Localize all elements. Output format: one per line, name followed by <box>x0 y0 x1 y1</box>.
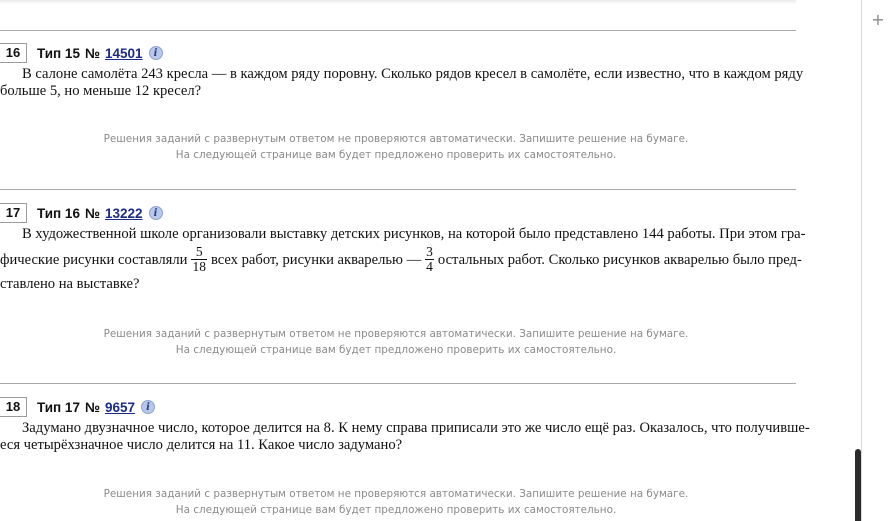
fraction-5-18 <box>191 245 207 274</box>
task-text-line: В салоне самолёта 243 кресла — в каждом ряду поровну. Сколько рядов кресел в самолёте, если известно, что в каждом ряду <box>22 66 804 82</box>
task-id-link[interactable]: 9657 <box>105 399 136 415</box>
notice-line-2: На следующей странице вам будет предложено проверить их самостоятельно. <box>175 149 617 161</box>
info-icon[interactable]: i <box>149 206 163 220</box>
info-icon[interactable]: i <box>149 46 163 60</box>
numero-sign: № <box>84 399 101 415</box>
task-number: 16 <box>0 43 27 63</box>
task-header-18 <box>0 396 155 418</box>
numero-sign: № <box>84 205 101 221</box>
task-id-link[interactable]: 13222 <box>105 205 143 221</box>
self-check-notice <box>0 131 792 163</box>
task-header-16 <box>0 42 163 64</box>
fraction-3-4 <box>425 245 434 274</box>
fraction-denominator: 4 <box>426 258 433 274</box>
task-type: Тип 17 <box>37 399 80 415</box>
task-number: 17 <box>0 203 27 223</box>
notice-line-2: На следующей странице вам будет предложено проверить их самостоятельно. <box>175 504 617 516</box>
divider <box>0 30 796 31</box>
text-segment: фические рисунки составляли <box>0 252 188 268</box>
fraction-numerator: 3 <box>426 243 433 259</box>
task-id-link[interactable]: 14501 <box>105 45 143 61</box>
task-text-line: больше 5, но меньше 12 кресел? <box>0 83 202 99</box>
task-number: 18 <box>0 397 27 417</box>
task-type: Тип 15 <box>37 45 80 61</box>
top-edge <box>0 0 796 4</box>
task-text-line: Задумано двузначное число, которое делится на 8. К нему справа приписали это же число ещё раз. Оказалось, что получивше- <box>22 420 810 436</box>
self-check-notice <box>0 486 792 518</box>
side-panel <box>861 0 894 521</box>
text-segment: остальных работ. Сколько рисунков акварелью было пред- <box>437 252 802 268</box>
numero-sign: № <box>84 45 101 61</box>
fraction-denominator: 18 <box>192 258 206 274</box>
text-segment: всех работ, рисунки акварелью — <box>210 252 422 268</box>
divider <box>0 189 796 190</box>
self-check-notice <box>0 326 792 358</box>
task-text-line: еся четырёхзначное число делится на 11. Какое число задумано? <box>0 437 403 453</box>
task-header-17 <box>0 202 163 224</box>
task-text-line: В художественной школе организовали выставку детских рисунков, на которой было представлено 144 работы. При этом гра- <box>22 226 806 242</box>
divider <box>0 383 796 384</box>
plus-icon[interactable]: + <box>871 10 885 29</box>
fraction-numerator: 5 <box>191 245 207 260</box>
task-text-line: ставлено на выставке? <box>0 276 140 292</box>
notice-line-2: На следующей странице вам будет предложено проверить их самостоятельно. <box>175 344 617 356</box>
task-text-line-with-fractions <box>0 242 802 278</box>
notice-line-1: Решения заданий с развернутым ответом не проверяются автоматически. Запишите решение на бумаге. <box>103 488 689 500</box>
info-icon[interactable]: i <box>141 400 155 414</box>
notice-line-1: Решения заданий с развернутым ответом не проверяются автоматически. Запишите решение на бумаге. <box>103 133 689 145</box>
task-type: Тип 16 <box>37 205 80 221</box>
notice-line-1: Решения заданий с развернутым ответом не проверяются автоматически. Запишите решение на бумаге. <box>103 328 689 340</box>
